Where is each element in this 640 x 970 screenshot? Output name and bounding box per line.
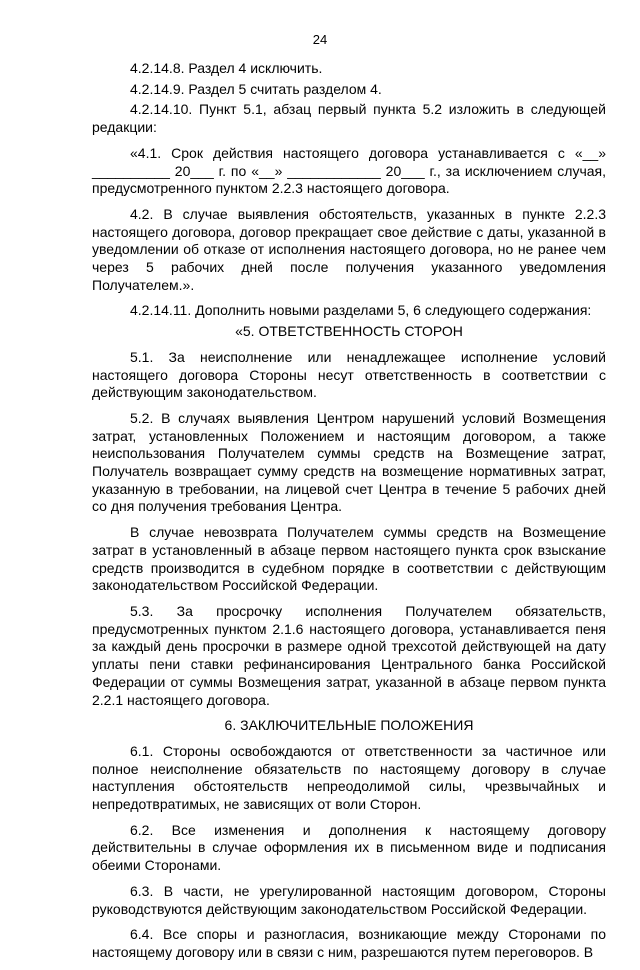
page-number: 24 bbox=[312, 32, 328, 47]
paragraph-4-2-14-11: 4.2.14.11. Дополнить новыми разделами 5, 6 следующего содержания: bbox=[130, 302, 592, 319]
section-heading-5: «5. ОТВЕТСТВЕННОСТЬ СТОРОН bbox=[235, 323, 463, 340]
paragraph-6-4: 6.4. Все споры и разногласия, возникающие между Сторонами по настоящему договору или в связи с ним, разрешаются путем переговоров. В bbox=[92, 926, 606, 960]
paragraph-4-2-14-10: 4.2.14.10. Пункт 5.1, абзац первый пункта 5.2 изложить в следующей редакции: bbox=[92, 101, 606, 136]
paragraph-5-1: 5.1. За неисполнение или ненадлежащее исполнение условий настоящего договора Стороны несут ответственность в соответствии с действующим законодательством. bbox=[92, 348, 606, 401]
paragraph-4-2: 4.2. В случае выявления обстоятельств, указанных в пункте 2.2.3 настоящего договора, договор прекращает свое действие с даты, указанной в уведомлении об отказе от исполнения настоящего договора, но не ранее чем через 5 рабочих дней после получения указанного уведомления Получателем.». bbox=[92, 205, 606, 293]
paragraph-6-2: 6.2. Все изменения и дополнения к настоящему договору действительны в случае оформления их в письменном виде и подписания обеими Сторонами. bbox=[92, 821, 606, 874]
paragraph-6-1: 6.1. Стороны освобождаются от ответственности за частичное или полное неисполнение обязательств по настоящему договору в случае наступления обстоятельств непреодолимой силы, чрезвычайных и непредотвратимых, не зависящих от воли Сторон. bbox=[92, 742, 606, 813]
document-body bbox=[92, 60, 606, 970]
paragraph-5-2: 5.2. В случаях выявления Центром нарушений условий Возмещения затрат, установленных Положением и настоящим договором, а также неиспользования Получателем суммы средств на Возмещение затрат, Получатель возвращает сумму средств на возмещение нормативных затрат, указанную в требовании, на лицевой счет Центра в течение 5 рабочих дней со дня получения требования Центра. bbox=[92, 409, 606, 515]
paragraph-4-2-14-9: 4.2.14.9. Раздел 5 считать разделом 4. bbox=[130, 80, 382, 97]
paragraph-5-3: 5.3. За просрочку исполнения Получателем обязательств, предусмотренных пунктом 2.1.6 настоящего договора, устанавливается пеня за каждый день просрочки в размере одной трехсотой действующей на дату уплаты пени ставки рефинансирования Центрального банка Российской Федерации от суммы Возмещения затрат, указанной в абзаце первом пункта 2.2.1 настоящего договора. bbox=[92, 602, 606, 708]
paragraph-6-3: 6.3. В части, не урегулированной настоящим договором, Стороны руководствуются действующим законодательством Российской Федерации. bbox=[92, 882, 606, 917]
paragraph-5-2-second: В случае невозврата Получателем суммы средств на Возмещение затрат в установленный в абзаце первом настоящего пункта срок взыскание средств производится в судебном порядке в соответствии с действующим законодательством Российской Федерации. bbox=[92, 524, 606, 594]
paragraph-4-2-14-8: 4.2.14.8. Раздел 4 исключить. bbox=[130, 60, 323, 76]
paragraph-4-1: «4.1. Срок действия настоящего договора устанавливается с «__» __________ 20___ г. по «__» ____________ 20___ г., за исключением случая, предусмотренного пунктом 2.2.3 настоящего договора. bbox=[92, 144, 606, 197]
section-heading-6: 6. ЗАКЛЮЧИТЕЛЬНЫЕ ПОЛОЖЕНИЯ bbox=[224, 717, 474, 734]
